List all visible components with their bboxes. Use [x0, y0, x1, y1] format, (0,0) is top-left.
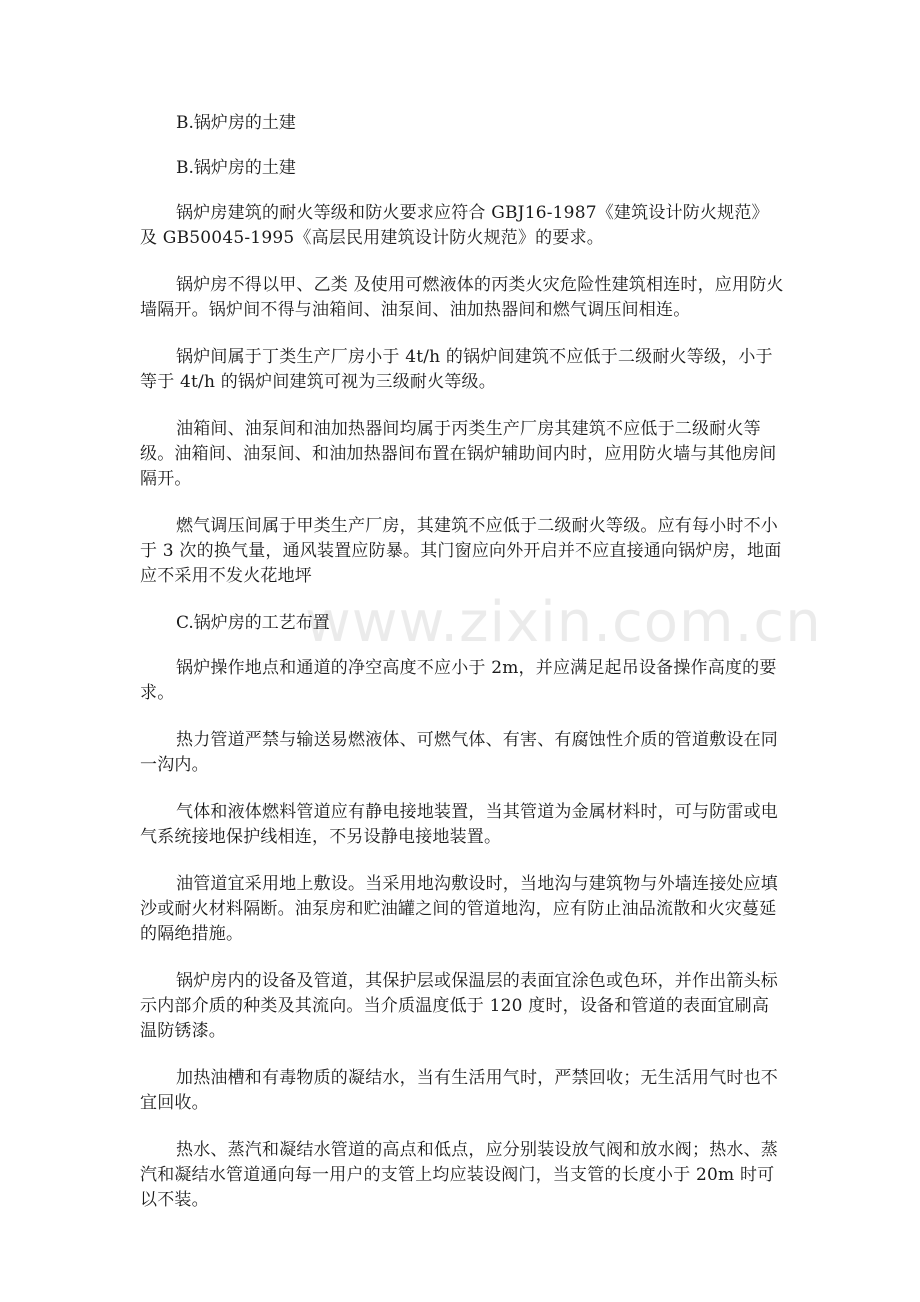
section-heading: C.锅炉房的工艺布置 [176, 613, 330, 633]
body-paragraph: 油管道宜采用地上敷设。当采用地沟敷设时，当地沟与建筑物与外墙连接处应填沙或耐火材料隔断。油泵房和贮油罐之间的管道地沟，应有防止油品流散和火灾蔓延的隔绝措施。 [140, 874, 778, 944]
section-heading: B.锅炉房的土建 [176, 158, 296, 178]
body-paragraph: 气体和液体燃料管道应有静电接地装置，当其管道为金属材料时，可与防雷或电气系统接地保护线相连，不另设静电接地装置。 [140, 802, 778, 847]
body-paragraph: 加热油槽和有毒物质的凝结水，当有生活用气时，严禁回收；无生活用气时也不宜回收。 [140, 1068, 778, 1113]
body-paragraph: 热力管道严禁与输送易燃液体、可燃气体、有害、有腐蚀性介质的管道敷设在同一沟内。 [140, 730, 778, 775]
body-paragraph: 锅炉房建筑的耐火等级和防火要求应符合 GBJ16-1987《建筑设计防火规范》及 GB50045-1995《高层民用建筑设计防火规范》的要求。 [140, 203, 769, 248]
body-paragraph: 油箱间、油泵间和油加热器间均属于丙类生产厂房其建筑不应低于二级耐火等级。油箱间、油泵间、和油加热器间布置在锅炉辅助间内时，应用防火墙与其他房间隔开。 [140, 419, 777, 489]
body-paragraph: 燃气调压间属于甲类生产厂房，其建筑不应低于二级耐火等级。应有每小时不小于 3 次的换气量，通风装置应防暴。其门窗应向外开启并不应直接通向锅炉房，地面应不采用不发火花地坪 [140, 516, 782, 586]
body-paragraph: 锅炉操作地点和通道的净空高度不应小于 2m，并应满足起吊设备操作高度的要求。 [140, 658, 777, 703]
body-paragraph: 锅炉间属于丁类生产厂房小于 4t/h 的锅炉间建筑不应低于二级耐火等级，小于等于 4t/h 的锅炉间建筑可视为三级耐火等级。 [140, 347, 773, 392]
section-heading: B.锅炉房的土建 [176, 113, 296, 133]
body-paragraph: 锅炉房内的设备及管道，其保护层或保温层的表面宜涂色或色环，并作出箭头标示内部介质的种类及其流向。当介质温度低于 120 度时，设备和管道的表面宜刷高温防锈漆。 [140, 971, 778, 1041]
watermark: www.zixin.com.cn [305, 590, 822, 655]
body-paragraph: 锅炉房不得以甲、乙类 及使用可燃液体的丙类火灾危险性建筑相连时，应用防火墙隔开。锅炉间不得与油箱间、油泵间、油加热器间和燃气调压间相连。 [140, 275, 784, 320]
document-body [140, 111, 785, 1235]
body-paragraph: 热水、蒸汽和凝结水管道的高点和低点，应分别装设放气阀和放水阀；热水、蒸汽和凝结水管道通向每一用户的支管上均应装设阀门，当支管的长度小于 20m 时可以不装。 [140, 1140, 778, 1210]
